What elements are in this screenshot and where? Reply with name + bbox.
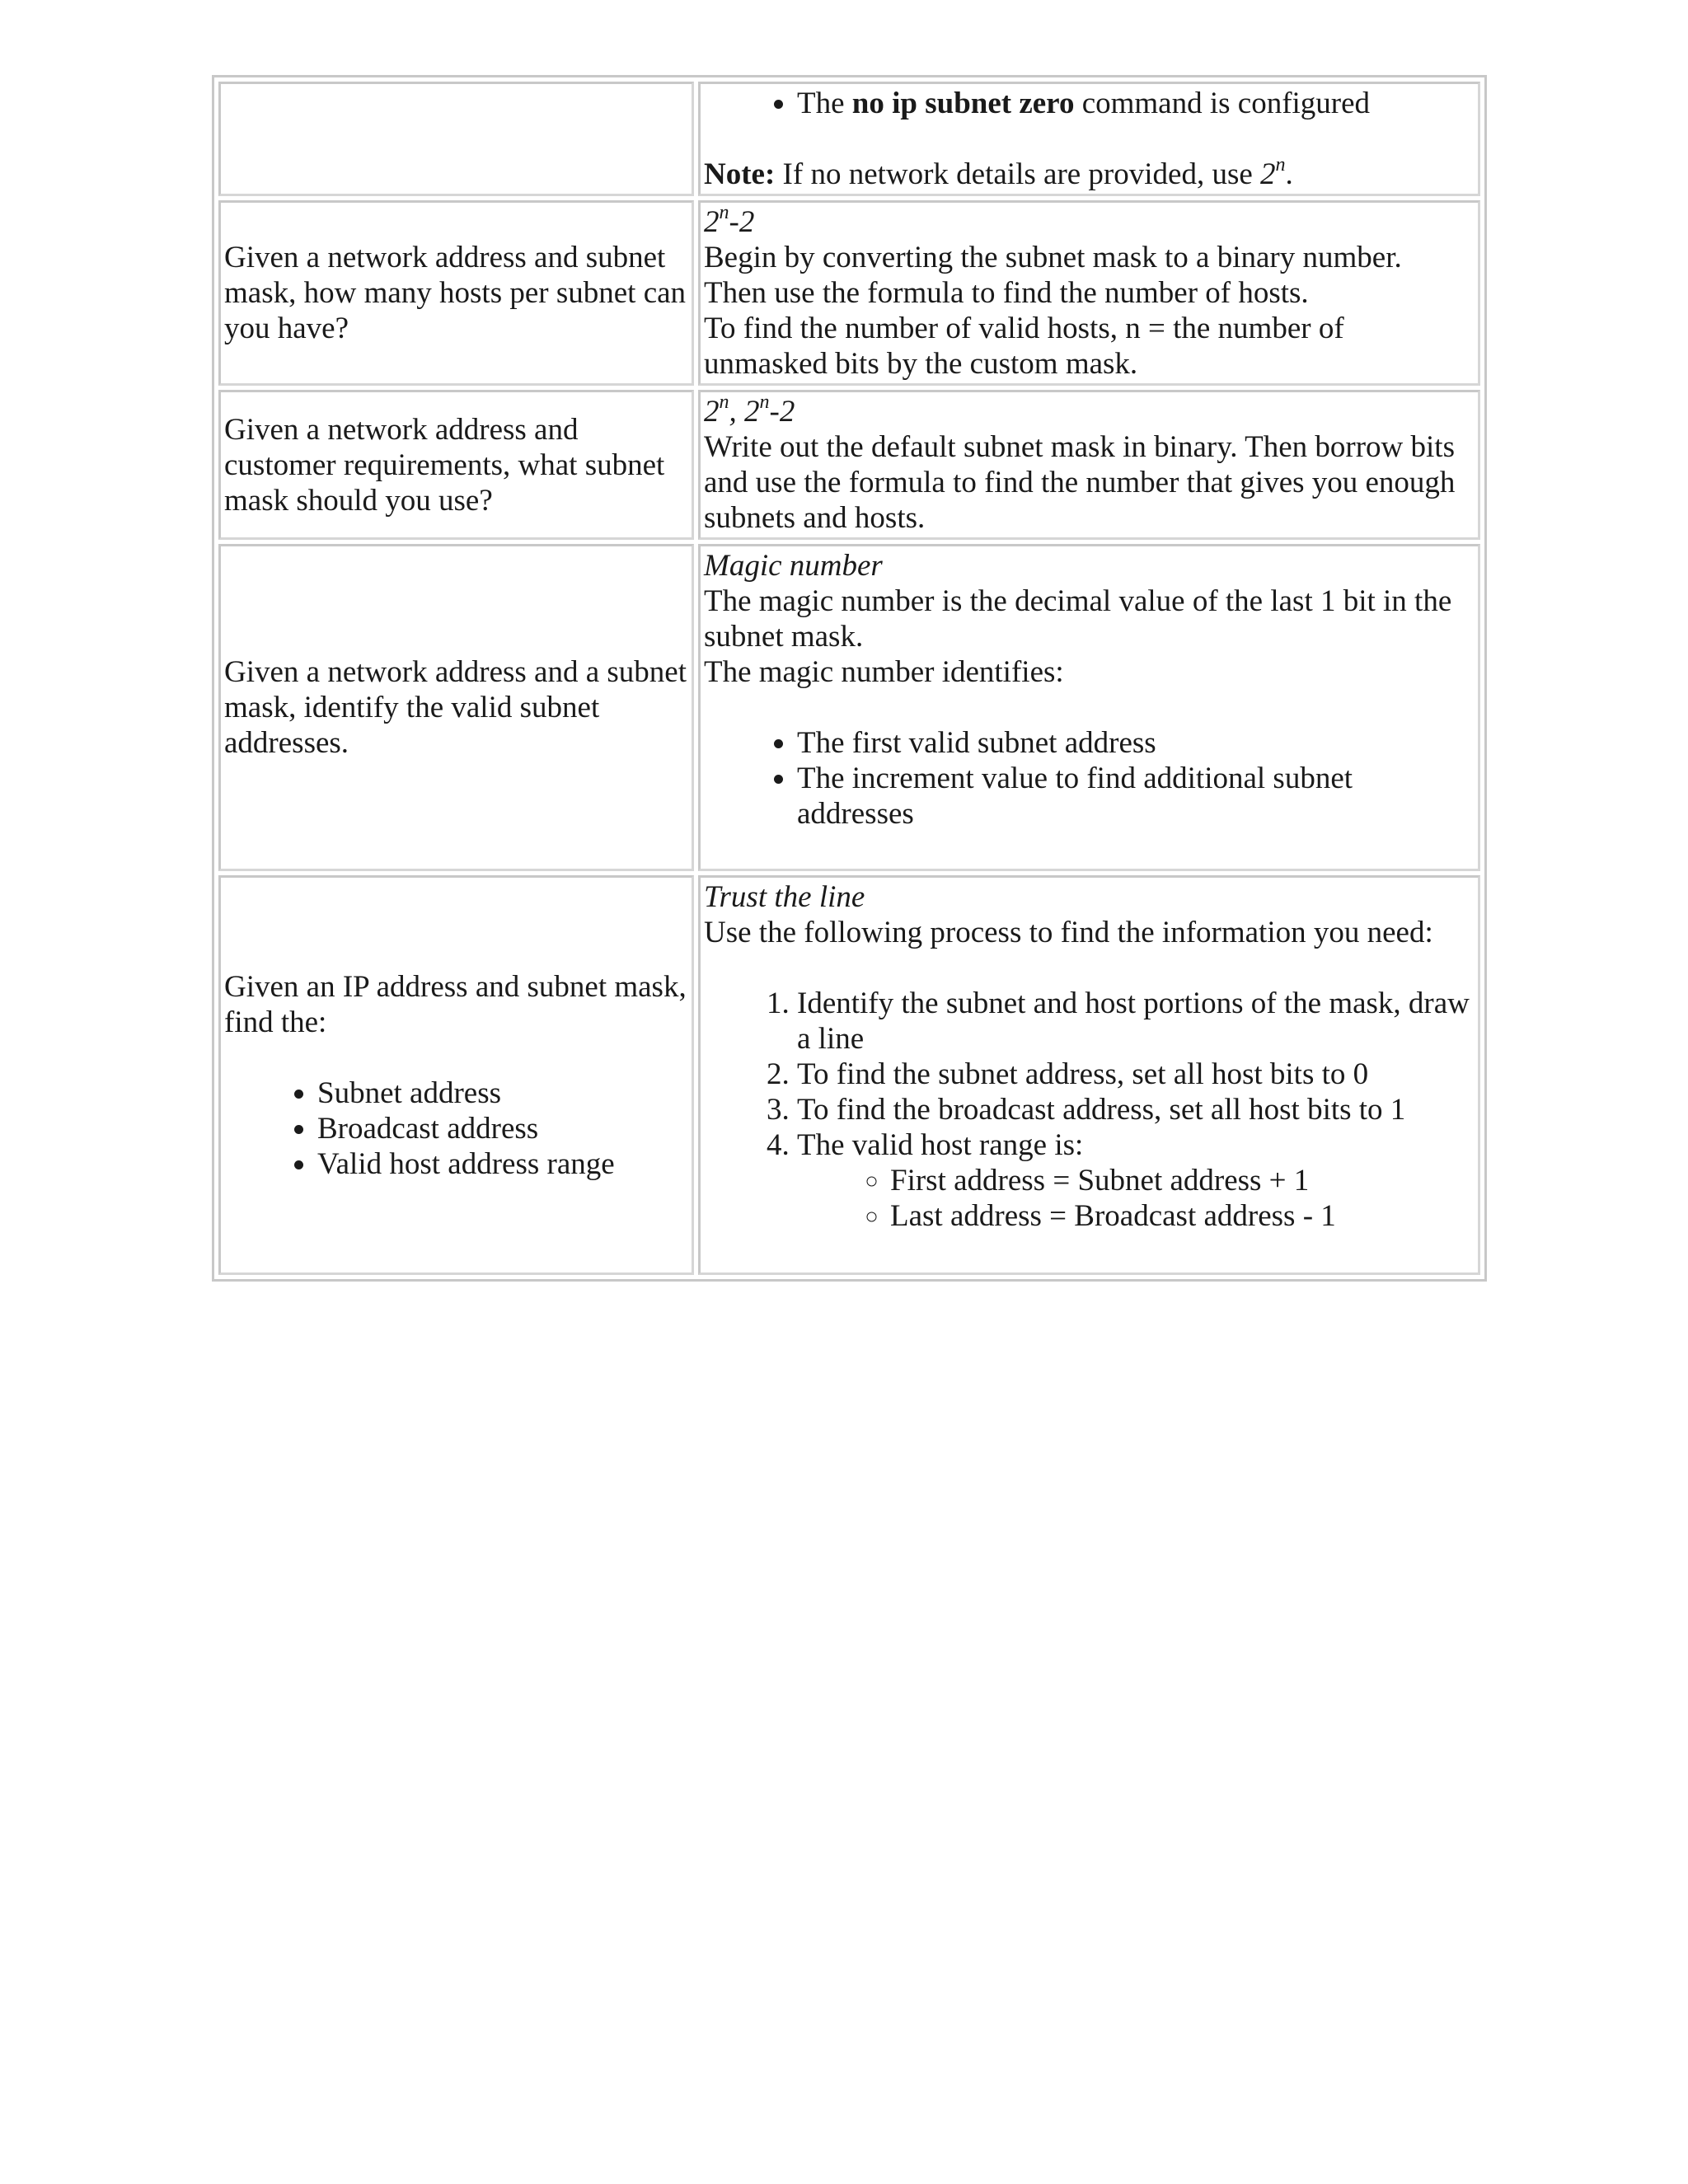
question-intro: Given an IP address and subnet mask, find the: [224,969,687,1039]
list-item: • The first valid subnet address [797,725,1475,761]
list-item: • Broadcast address [317,1111,688,1146]
answer-heading: Magic number [704,549,883,583]
note-label: Note: [704,157,776,191]
list-item: ◦ Last address = Broadcast address - 1 [890,1198,1475,1234]
row-2-question: Given a network address and customer requirements, what subnet mask should you use? [218,390,694,540]
row-1-answer [698,200,1480,386]
answer-intro: Use the following process to find the information you need: [704,916,1433,949]
answer-line: Then use the formula to find the number of hosts. [704,276,1309,310]
list-item: 4. The valid host range is: ◦ First address = Subnet address + 1 ◦ Last address = Broadcast address - 1 [797,1127,1475,1234]
table-row [218,82,1480,196]
table-row [218,875,1480,1275]
command-name: no ip subnet zero [851,87,1075,120]
row-4-answer [698,875,1480,1275]
list-item [797,86,1475,121]
row-4-question [218,875,694,1275]
table-row [218,200,1480,386]
note-line: Note: If no network details are provided, use 2$^n$. [704,154,1293,191]
note-text: If no network details are provided, use [775,157,1261,191]
table-row [218,390,1480,540]
answer-heading: Trust the line [704,880,865,914]
row-3-answer [698,544,1480,871]
row-2-answer [698,390,1480,540]
list-item: • The increment value to find additional subnet addresses [797,761,1475,832]
list-item: 3. To find the broadcast address, set all host bits to 1 [797,1092,1475,1127]
magic-number-bullets [704,725,1475,832]
answer-line: Begin by converting the subnet mask to a binary number. [704,241,1402,274]
formula: 2$^n$, 2$^n$-2 [704,391,795,429]
answer-line: To find the number of valid hosts, n = the number of unmasked bits by the custom mask. [704,312,1344,381]
list-item: • Valid host address range [317,1146,688,1182]
bullet-suffix: command is configured [1074,87,1371,120]
row-0-left-cell [218,82,694,196]
row-3-question: Given a network address and a subnet mask, identify the valid subnet addresses. [218,544,694,871]
reference-table [212,75,1487,1282]
row-0-right-cell [698,82,1480,196]
row-1-question: Given a network address and subnet mask, how many hosts per subnet can you have? [218,200,694,386]
row-0-bullet-list [704,86,1475,121]
table-row [218,544,1480,871]
answer-line: The magic number is the decimal value of the last 1 bit in the subnet mask. [704,584,1452,654]
host-range-substeps [797,1163,1475,1234]
list-item: • Subnet address [317,1076,688,1111]
formula: 2$^n$-2 [704,202,755,239]
list-item: 1. Identify the subnet and host portions of the mask, draw a line [797,986,1475,1057]
list-item: 2. To find the subnet address, set all host bits to 0 [797,1057,1475,1092]
question-bullets [224,1076,688,1182]
list-item: ◦ First address = Subnet address + 1 [890,1163,1475,1198]
answer-text: Write out the default subnet mask in binary. Then borrow bits and use the formula to find the number that gives you enough subnets and hosts. [704,430,1456,535]
note-formula: 2$^n$ [1260,154,1286,191]
answer-line: The magic number identifies: [704,655,1064,689]
bullet-prefix: The [797,87,852,120]
process-steps [704,986,1475,1234]
